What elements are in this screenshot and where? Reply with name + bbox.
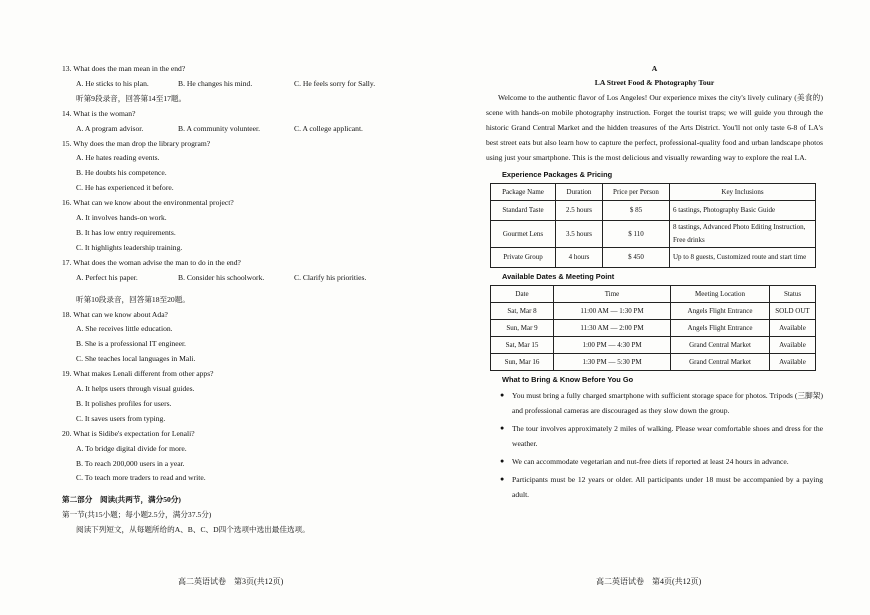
option-b: B. It polishes profiles for users. bbox=[76, 398, 172, 408]
question-17-options bbox=[62, 271, 432, 286]
option-c: C. It highlights leadership training. bbox=[76, 242, 183, 252]
option-b: B. She is a professional IT engineer. bbox=[76, 339, 186, 349]
option-a: A. Perfect his paper. bbox=[76, 272, 138, 282]
dates-table bbox=[490, 285, 816, 371]
question-13: 13. What does the man mean in the end? bbox=[62, 64, 186, 73]
list-item: ● The tour involves approximately 2 miles of walking. Please wear comfortable shoes and dress for the weather. bbox=[502, 421, 823, 451]
table-cell: Standard Taste bbox=[491, 200, 556, 220]
question-20: 20. What is Sidibe's expectation for Lenali? bbox=[62, 428, 195, 438]
table-row bbox=[491, 220, 816, 247]
option-a: A. She receives little education. bbox=[76, 324, 173, 334]
question-17: 17. What does the woman advise the man to do in the end? bbox=[62, 257, 241, 267]
option-a: A. He sticks to his plan. bbox=[76, 78, 149, 88]
table-cell: Angels Flight Entrance bbox=[671, 302, 770, 319]
dates-heading: Available Dates & Meeting Point bbox=[502, 271, 615, 281]
table-row bbox=[491, 336, 816, 353]
table-cell: 2.5 hours bbox=[556, 200, 603, 220]
option-c: C. She teaches local languages in Mali. bbox=[76, 354, 196, 364]
table-cell: SOLD OUT bbox=[770, 302, 816, 319]
page-footer-left: 高二英语试卷 第3页(共12页) bbox=[178, 577, 284, 586]
passage-title: LA Street Food & Photography Tour bbox=[594, 78, 715, 87]
col-header: Date bbox=[491, 285, 554, 302]
option-c: C. He feels sorry for Sally. bbox=[294, 78, 376, 88]
option-c: C. It saves users from typing. bbox=[76, 413, 166, 423]
option-c: C. A college applicant. bbox=[294, 123, 363, 133]
option-b: B. To reach 200,000 users in a year. bbox=[76, 458, 185, 468]
option-a: A. To bridge digital divide for more. bbox=[76, 443, 187, 453]
table-cell: Grand Central Market bbox=[671, 353, 770, 370]
list-item: ● We can accommodate vegetarian and nut-free diets if reported at least 24 hours in advance. bbox=[502, 454, 823, 469]
table-cell: $ 85 bbox=[603, 200, 670, 220]
bring-list bbox=[486, 388, 823, 502]
table-row bbox=[491, 319, 816, 336]
table-row bbox=[491, 200, 816, 220]
bring-heading: What to Bring & Know Before You Go bbox=[502, 374, 634, 384]
table-cell: Gourmet Lens bbox=[491, 220, 556, 247]
option-c: C. Clarify his priorities. bbox=[294, 272, 367, 282]
table-cell: $ 110 bbox=[603, 220, 670, 247]
table-cell: Sun, Mar 16 bbox=[491, 353, 554, 370]
table-cell: Sat, Mar 8 bbox=[491, 302, 554, 319]
option-b: B. It has low entry requirements. bbox=[76, 227, 176, 237]
list-item: ● Participants must be 12 years or older. All participants under 18 must be accompanied by a paying adult. bbox=[502, 472, 823, 502]
packages-heading: Experience Packages & Pricing bbox=[502, 169, 613, 179]
table-row bbox=[491, 302, 816, 319]
reading-instructions: 阅读下列短文，从每题所给的A、B、C、D四个选项中选出最佳选项。 bbox=[76, 525, 310, 535]
col-header: Meeting Location bbox=[671, 285, 770, 302]
table-cell: 11:30 AM — 2:00 PM bbox=[554, 319, 671, 336]
col-header: Status bbox=[770, 285, 816, 302]
option-a: A. It involves hands-on work. bbox=[76, 213, 167, 223]
table-cell: 1:30 PM — 5:30 PM bbox=[554, 353, 671, 370]
col-header: Duration bbox=[556, 183, 603, 200]
table-cell: Sat, Mar 15 bbox=[491, 336, 554, 353]
question-14: 14. What is the woman? bbox=[62, 108, 136, 118]
passage-intro: Welcome to the authentic flavor of Los Angeles! Our experience mixes the city's lively culinary (美食的) scene with hands-on mobile photography instruction. Forget the tourist traps; we will guide you through the historic Grand Central Market and the hidden treasures of the Arts District. You'll not only taste 6-8 of LA's best street eats but also learn how to capture the perfect, professional-quality food and urban landscape photos using just your smartphone. This is the most delicious and visually rewarding way to explore the real LA. bbox=[486, 93, 823, 162]
page-footer-right: 高二英语试卷 第4页(共12页) bbox=[596, 577, 702, 586]
table-cell: 6 tastings, Photography Basic Guide bbox=[670, 200, 816, 220]
table-cell: $ 450 bbox=[603, 247, 670, 267]
table-cell: Up to 8 guests, Customized route and start time bbox=[670, 247, 816, 267]
passage-letter: A bbox=[651, 64, 658, 73]
col-header: Time bbox=[554, 285, 671, 302]
table-cell: Available bbox=[770, 353, 816, 370]
col-header: Price per Person bbox=[603, 183, 670, 200]
table-cell: 8 tastings, Advanced Photo Editing Instruction, Free drinks bbox=[670, 220, 816, 247]
table-row bbox=[491, 247, 816, 267]
option-a: A. It helps users through visual guides. bbox=[76, 384, 195, 394]
col-header: Package Name bbox=[491, 183, 556, 200]
table-header-row bbox=[491, 285, 816, 302]
question-13-options bbox=[62, 77, 432, 92]
table-cell: 4 hours bbox=[556, 247, 603, 267]
right-page bbox=[486, 62, 823, 505]
option-b: B. He changes his mind. bbox=[178, 78, 253, 88]
table-cell: 3.5 hours bbox=[556, 220, 603, 247]
table-cell: 11:00 AM — 1:30 PM bbox=[554, 302, 671, 319]
packages-table bbox=[490, 183, 816, 268]
table-cell: Grand Central Market bbox=[671, 336, 770, 353]
table-cell: Available bbox=[770, 319, 816, 336]
table-header-row bbox=[491, 183, 816, 200]
question-14-options bbox=[62, 122, 432, 137]
option-c: C. He has experienced it before. bbox=[76, 183, 174, 193]
option-a: A. He hates reading events. bbox=[76, 153, 160, 163]
listening-section-heading: 听第9段录音，回答第14至17题。 bbox=[76, 93, 187, 103]
table-cell: Private Group bbox=[491, 247, 556, 267]
section-one-heading: 第一节(共15小题；每小题2.5分，满分37.5分) bbox=[62, 510, 212, 520]
table-row bbox=[491, 353, 816, 370]
part-two-heading: 第二部分 阅读(共两节，满分50分) bbox=[62, 495, 181, 505]
question-15: 15. Why does the man drop the library program? bbox=[62, 138, 211, 148]
option-b: B. He doubts his competence. bbox=[76, 168, 167, 178]
table-cell: Sun, Mar 9 bbox=[491, 319, 554, 336]
table-cell: Available bbox=[770, 336, 816, 353]
listening-section-heading: 听第10段录音，回答第18至20题。 bbox=[76, 294, 190, 304]
option-b: B. A community volunteer. bbox=[178, 123, 261, 133]
option-c: C. To teach more traders to read and write. bbox=[76, 473, 206, 483]
question-19: 19. What makes Lenali different from other apps? bbox=[62, 369, 214, 379]
question-16: 16. What can we know about the environmental project? bbox=[62, 198, 234, 208]
option-b: B. Consider his schoolwork. bbox=[178, 272, 265, 282]
option-a: A. A program advisor. bbox=[76, 123, 144, 133]
list-item: ● You must bring a fully charged smartphone with sufficient storage space for photos. Tripods (三脚架) and professional cameras are discouraged as they slow down the group. bbox=[502, 388, 823, 418]
left-page bbox=[62, 62, 432, 538]
question-18: 18. What can we know about Ada? bbox=[62, 309, 168, 319]
table-cell: Angels Flight Entrance bbox=[671, 319, 770, 336]
table-cell: 1:00 PM — 4:30 PM bbox=[554, 336, 671, 353]
col-header: Key Inclusions bbox=[670, 183, 816, 200]
